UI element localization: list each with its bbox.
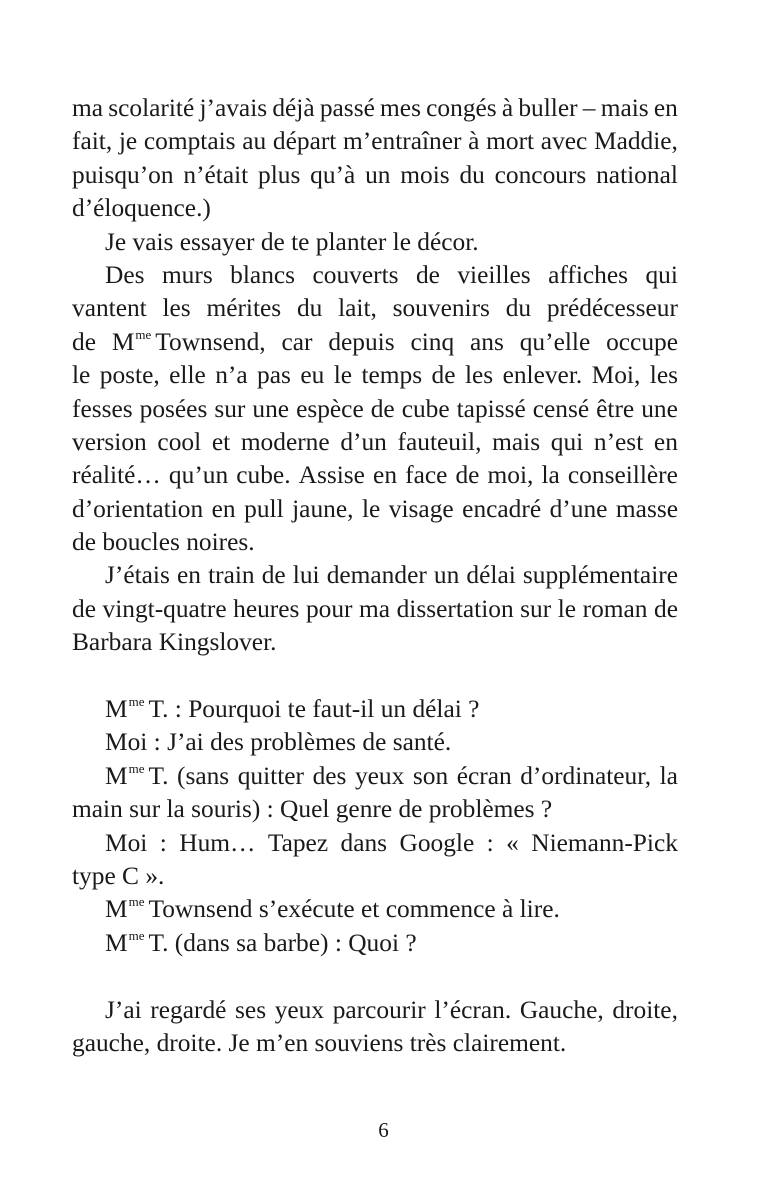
- dialogue-line: [72, 726, 678, 759]
- text-line: puisqu’on n’était plus qu’à un mois du concours national: [72, 160, 678, 189]
- text-line: version cool et moderne d’un fauteuil, mais qui n’est en: [72, 427, 678, 456]
- paragraph: [72, 259, 678, 560]
- text-line: d’orientation en pull jaune, le visage encadré d’une masse: [72, 494, 678, 523]
- text-line: $M^{me}$ Townsend s’exécute et commence à lire.: [105, 894, 560, 924]
- text-line: vantent les mérites du lait, souvenirs du prédécesseur: [72, 294, 678, 323]
- text-line: J’étais en train de lui demander un délai supplémentaire: [105, 561, 678, 590]
- dialogue-line: [72, 760, 678, 827]
- text-line: $M^{me}$ T. (sans quitter des yeux son écran d’ordinateur, la: [105, 760, 678, 790]
- paragraph: [72, 994, 678, 1061]
- page-number: 6: [378, 1118, 389, 1142]
- text-line: Je vais essayer de te planter le décor.: [105, 227, 479, 256]
- text-line: $M^{me}$ T. : Pourquoi te faut-il un délai ?: [105, 694, 480, 724]
- text-line: J’ai regardé ses yeux parcourir l’écran. Gauche, droite,: [105, 995, 678, 1024]
- text-line: fesses posées sur une espèce de cube tapissé censé être une: [72, 394, 678, 423]
- paragraph: [72, 226, 678, 259]
- paragraph: [72, 559, 678, 659]
- dialogue-line: [72, 927, 678, 960]
- text-line: $M^{me}$ T. (dans sa barbe) : Quoi ?: [105, 927, 417, 957]
- dialogue-line: [72, 827, 678, 894]
- text-line: d’éloquence.): [72, 194, 211, 223]
- text-line: le poste, elle n’a pas eu le temps de les enlever. Moi, les: [72, 361, 678, 390]
- paragraph-spacer: [72, 660, 678, 693]
- text-line: de vingt-quatre heures pour ma dissertation sur le roman de: [72, 594, 678, 623]
- text-line: de boucles noires.: [72, 528, 255, 557]
- text-line: main sur la souris) : Quel genre de problèmes ?: [72, 795, 553, 824]
- text-line: ma scolarité j’avais déjà passé mes congés à buller – mais en: [72, 94, 678, 122]
- text-line: réalité… qu’un cube. Assise en face de moi, la conseillère: [72, 461, 678, 490]
- dialogue-line: [72, 893, 678, 926]
- text-line: gauche, droite. Je m’en souviens très clairement.: [72, 1028, 567, 1057]
- paragraph-spacer: [72, 960, 678, 993]
- text-line: Moi : J’ai des problèmes de santé.: [105, 728, 452, 757]
- dialogue-line: [72, 693, 678, 726]
- text-line: Moi : Hum… Tapez dans Google : « Niemann-Pick: [105, 828, 678, 857]
- text-line: de $M^{me}$ Townsend, car depuis cinq ans qu’elle occupe: [72, 326, 678, 356]
- text-line: type C ».: [72, 861, 165, 890]
- text-line: fait, je comptais au départ m’entraîner à mort avec Maddie,: [72, 127, 678, 156]
- text-line: Des murs blancs couverts de vieilles affiches qui: [105, 260, 678, 289]
- text-line: Barbara Kingslover.: [72, 628, 277, 657]
- book-page-body: [72, 92, 678, 1060]
- paragraph: [72, 92, 678, 226]
